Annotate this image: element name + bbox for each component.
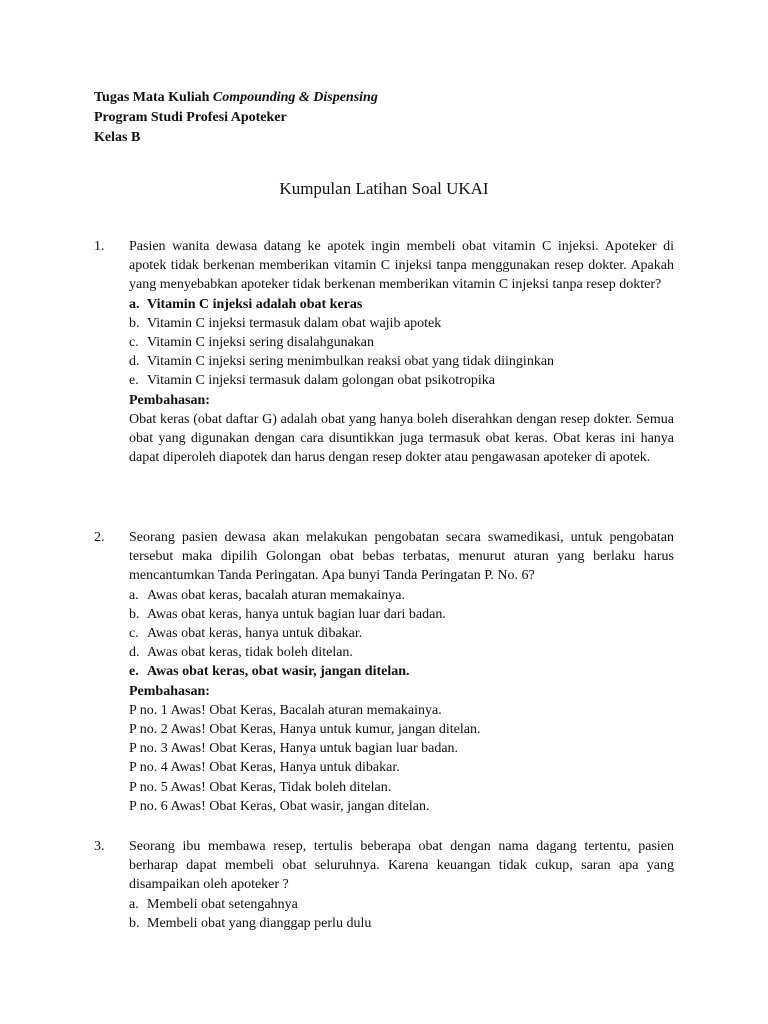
course-line [94, 88, 378, 108]
option-e [129, 371, 674, 390]
option-key: b. [129, 915, 140, 931]
option-a [129, 586, 674, 605]
option-key: a. [129, 296, 140, 312]
option-d [129, 352, 674, 371]
option-key: b. [129, 606, 140, 622]
option-b [129, 914, 674, 933]
option-key: e. [129, 664, 139, 680]
option-c [129, 333, 674, 352]
document-title: Kumpulan Latihan Soal UKAI [279, 179, 489, 198]
option-list [129, 586, 674, 682]
question-1 [94, 237, 674, 467]
question-3 [94, 837, 674, 933]
option-text: Awas obat keras, obat wasir, jangan ditelan. [147, 664, 410, 680]
option-list [129, 295, 674, 391]
option-text: Awas obat keras, hanya untuk bagian luar dari badan. [147, 606, 446, 622]
peringatan-item: P no. 6 Awas! Obat Keras, Obat wasir, jangan ditelan. [129, 798, 430, 814]
option-e [129, 662, 674, 681]
pembahasan-label: Pembahasan: [129, 683, 210, 699]
option-key: a. [129, 587, 139, 603]
class-line: Kelas B [94, 130, 141, 145]
course-name: Compounding & Dispensing [212, 90, 378, 105]
option-text: Membeli obat yang dianggap perlu dulu [147, 915, 372, 931]
option-text: Vitamin C injeksi sering menimbulkan reaksi obat yang tidak diinginkan [147, 354, 555, 370]
option-key: c. [129, 626, 139, 642]
option-key: b. [129, 315, 140, 331]
pembahasan-label: Pembahasan: [129, 392, 210, 408]
option-b [129, 314, 674, 333]
explanation-text: Obat keras (obat daftar G) adalah obat yang hanya boleh diserahkan dengan resep dokter. Semua obat yang digunakan dengan cara disuntikkan juga termasuk obat keras. Obat keras ini hanya dapat diperoleh diapotek dan harus dengan resep dokter atau pengawasan apoteker di apotek. [129, 411, 674, 466]
option-text: Membeli obat setengahnya [147, 896, 298, 912]
question-2 [94, 528, 674, 816]
peringatan-item: P no. 2 Awas! Obat Keras, Hanya untuk kumur, jangan ditelan. [129, 722, 481, 738]
option-text: Vitamin C injeksi sering disalahgunakan [147, 335, 375, 351]
option-text: Awas obat keras, bacalah aturan memakainya. [147, 587, 405, 603]
peringatan-item: P no. 3 Awas! Obat Keras, Hanya untuk bagian luar badan. [129, 741, 459, 757]
peringatan-item: P no. 4 Awas! Obat Keras, Hanya untuk dibakar. [129, 760, 400, 776]
option-key: d. [129, 354, 140, 370]
question-number: 2. [94, 530, 105, 545]
option-b [129, 605, 674, 624]
peringatan-item: P no. 5 Awas! Obat Keras, Tidak boleh ditelan. [129, 779, 392, 795]
option-key: e. [129, 373, 139, 389]
option-text: Vitamin C injeksi termasuk dalam golongan obat psikotropika [147, 373, 495, 389]
question-number: 1. [94, 239, 105, 254]
option-d [129, 643, 674, 662]
question-stem: Seorang pasien dewasa akan melakukan pengobatan secara swamedikasi, untuk pengobatan tersebut maka dipilih Golongan obat bebas terbatas, menurut aturan yang berlaku harus mencantumkan Tanda Peringatan. Apa bunyi Tanda Peringatan P. No. 6? [129, 530, 674, 584]
peringatan-list [129, 701, 674, 816]
option-text: Awas obat keras, tidak boleh ditelan. [147, 645, 353, 661]
document-header [94, 88, 378, 148]
question-number: 3. [94, 839, 105, 854]
option-a [129, 895, 674, 914]
question-stem: Pasien wanita dewasa datang ke apotek ingin membeli obat vitamin C injeksi. Apoteker di apotek tidak berkenan memberikan vitamin C injeksi tanpa menggunakan resep dokter. Apakah yang menyebabkan apoteker tidak berkenan memberikan vitamin C injeksi tanpa resep dokter? [129, 239, 674, 293]
course-prefix: Tugas Mata Kuliah [94, 90, 213, 105]
peringatan-item: P no. 1 Awas! Obat Keras, Bacalah aturan memakainya. [129, 702, 442, 718]
option-text: Awas obat keras, hanya untuk dibakar. [147, 626, 363, 642]
option-text: Vitamin C injeksi adalah obat keras [147, 296, 363, 312]
option-key: c. [129, 335, 139, 351]
option-key: a. [129, 896, 139, 912]
option-text: Vitamin C injeksi termasuk dalam obat wajib apotek [147, 315, 442, 331]
option-key: d. [129, 645, 140, 661]
program-line: Program Studi Profesi Apoteker [94, 110, 287, 125]
option-list [129, 895, 674, 933]
option-a [129, 295, 674, 314]
option-c [129, 624, 674, 643]
question-stem: Seorang ibu membawa resep, tertulis beberapa obat dengan nama dagang tertentu, pasien berharap dapat membeli obat seluruhnya. Karena keuangan tidak cukup, saran apa yang disampaikan oleh apoteker ? [129, 839, 674, 893]
